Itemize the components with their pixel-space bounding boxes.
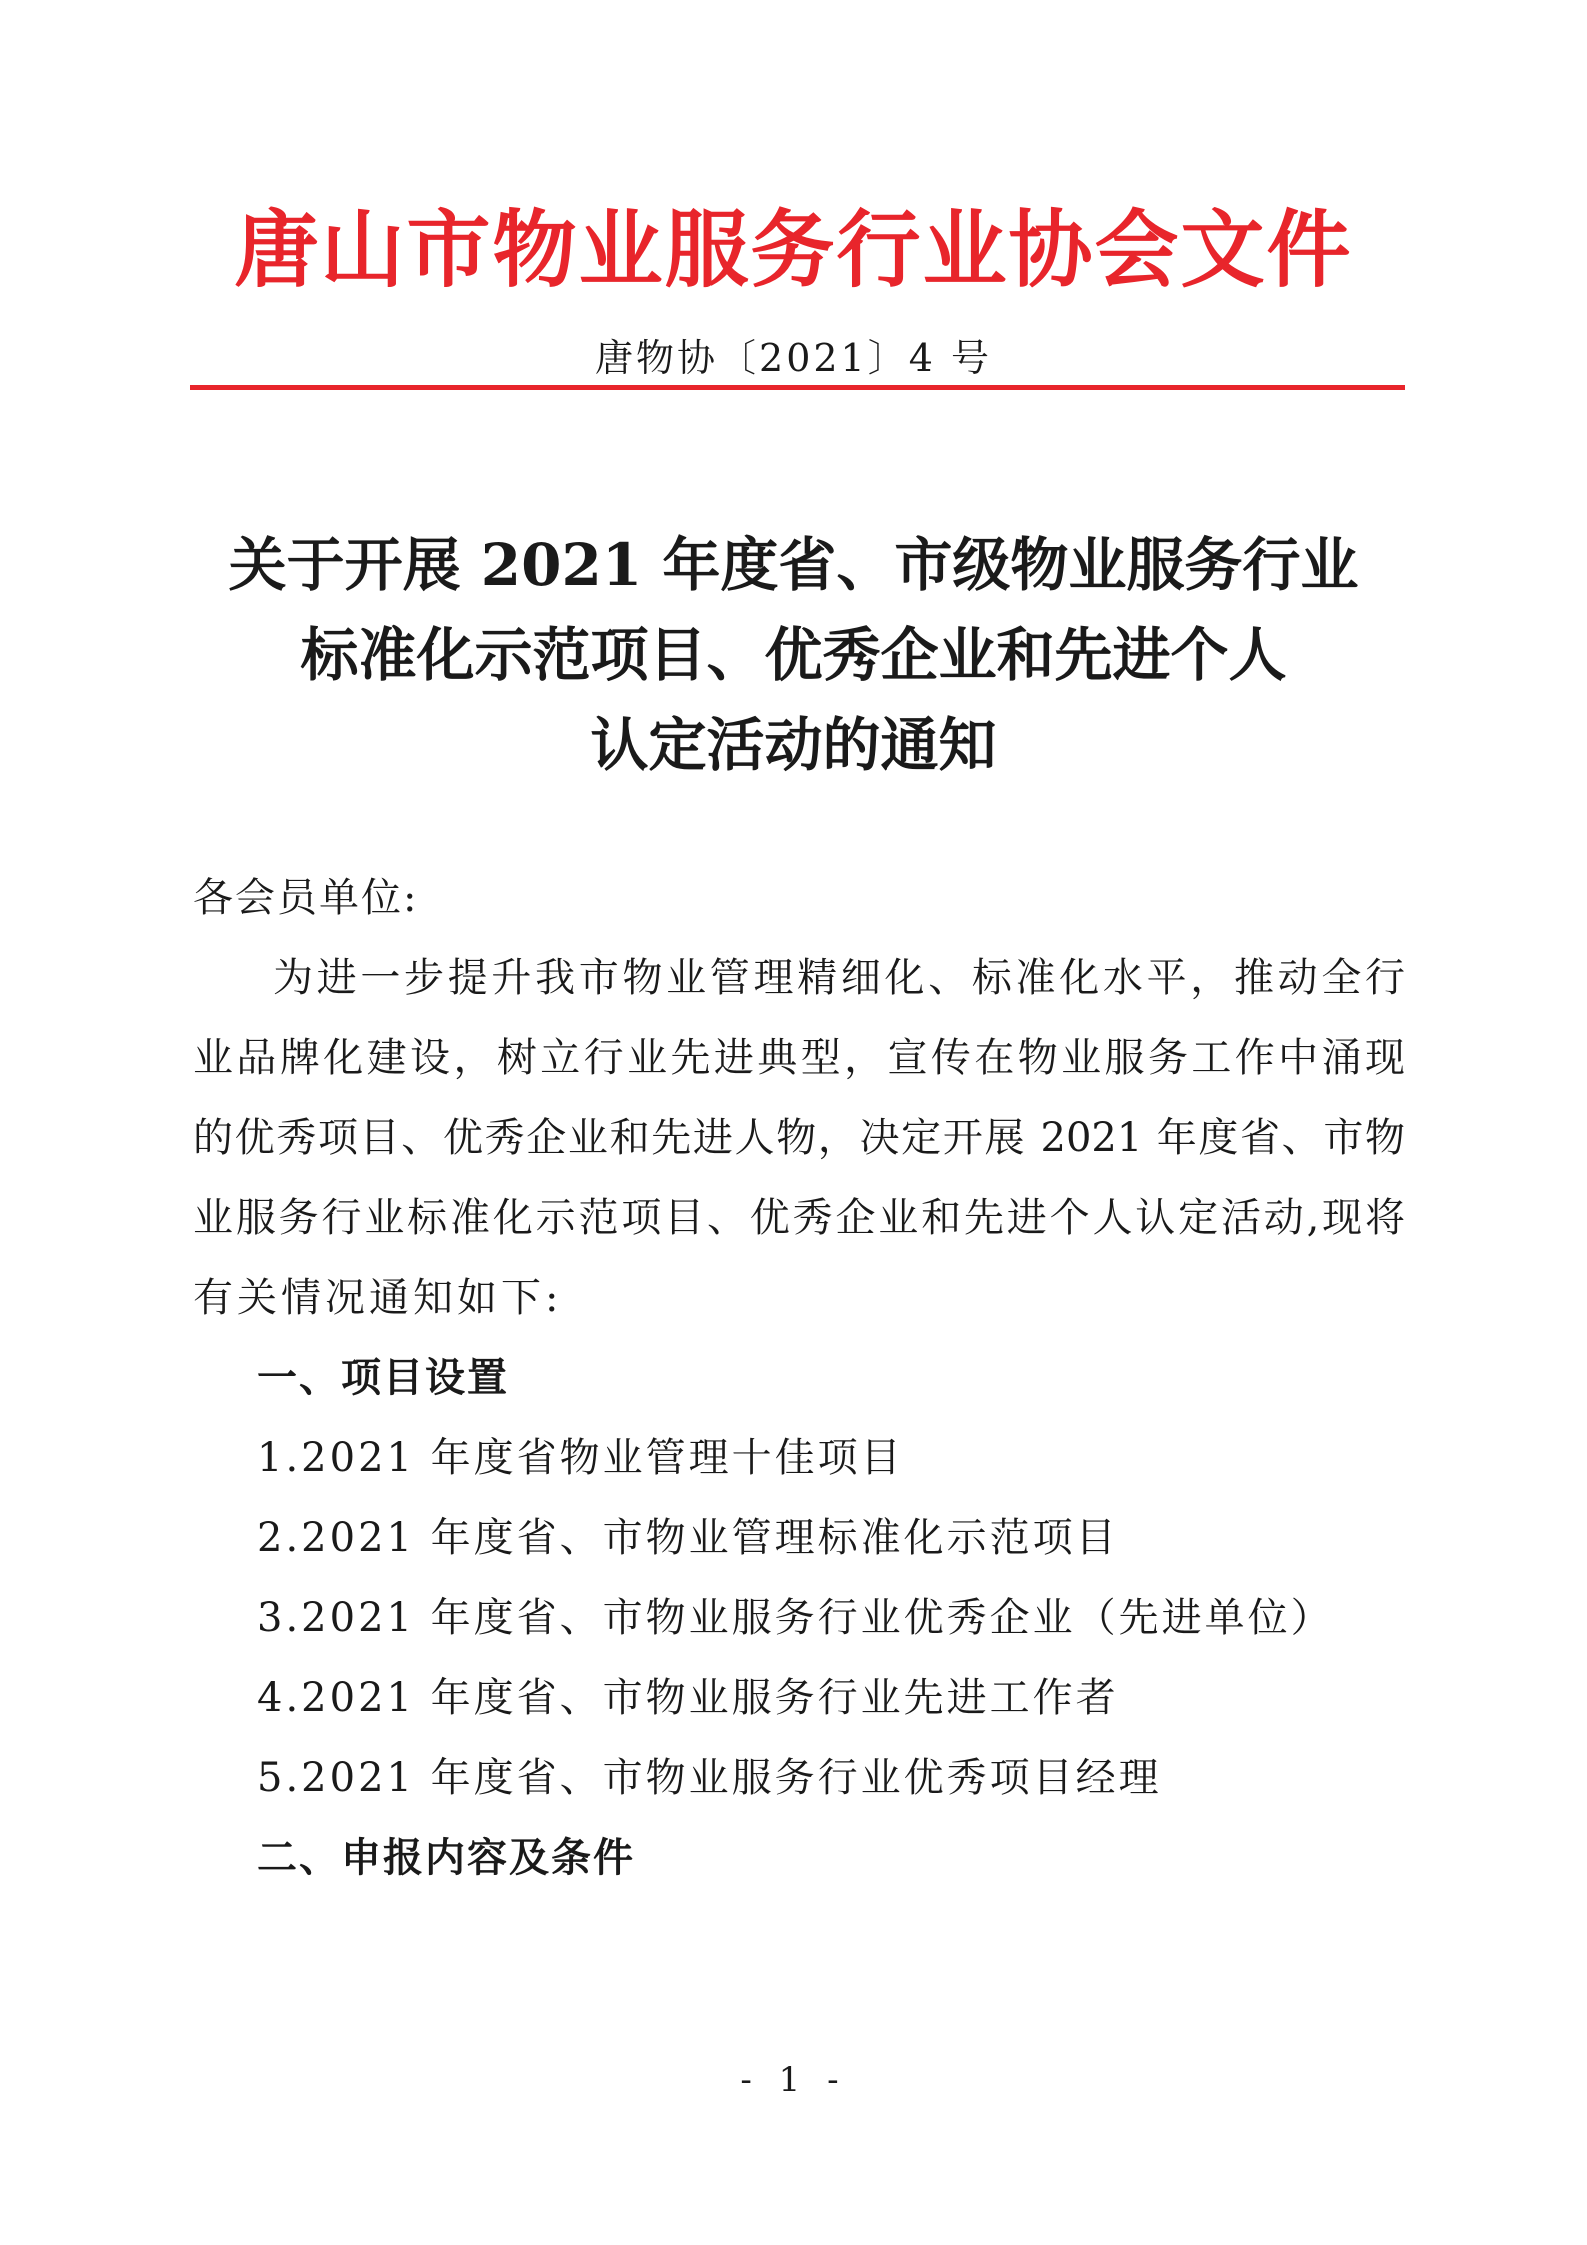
- list-item: 3.2021 年度省、市物业服务行业优秀企业（先进单位）: [257, 1595, 1334, 1641]
- notice-title: [0, 520, 1587, 790]
- masthead-title: 唐山市物业服务行业协会文件: [234, 201, 1353, 299]
- title-line: 标准化示范项目、优秀企业和先进个人: [300, 621, 1287, 689]
- list-item: 4.2021 年度省、市物业服务行业先进工作者: [257, 1675, 1119, 1721]
- red-divider-line: [190, 385, 1405, 390]
- intro-paragraph-line: 的优秀项目、优秀企业和先进人物，决定开展 2021 年度省、市物: [193, 1115, 1405, 1161]
- title-line: 关于开展 2021 年度省、市级物业服务行业: [228, 531, 1359, 599]
- document-number: 唐物协〔2021〕4 号: [595, 336, 992, 380]
- salutation: 各会员单位:: [193, 875, 419, 921]
- section-heading-application-conditions: 二、申报内容及条件: [257, 1835, 635, 1881]
- section-heading-project-settings: 一、项目设置: [257, 1355, 509, 1401]
- intro-paragraph-line: 业服务行业标准化示范项目、优秀企业和先进个人认定活动,现将: [193, 1195, 1405, 1241]
- page-number: - 1 -: [740, 2060, 847, 2100]
- intro-paragraph-line: 有关情况通知如下:: [193, 1275, 563, 1321]
- list-item: 1.2021 年度省物业管理十佳项目: [257, 1435, 904, 1481]
- list-item: 5.2021 年度省、市物业服务行业优秀项目经理: [257, 1755, 1162, 1801]
- intro-paragraph-line: 业品牌化建设，树立行业先进典型，宣传在物业服务工作中涌现: [193, 1035, 1405, 1081]
- list-item: 2.2021 年度省、市物业管理标准化示范项目: [257, 1515, 1119, 1561]
- intro-paragraph-line: 为进一步提升我市物业管理精细化、标准化水平，推动全行: [273, 955, 1405, 1001]
- title-line: 认定活动的通知: [590, 711, 997, 779]
